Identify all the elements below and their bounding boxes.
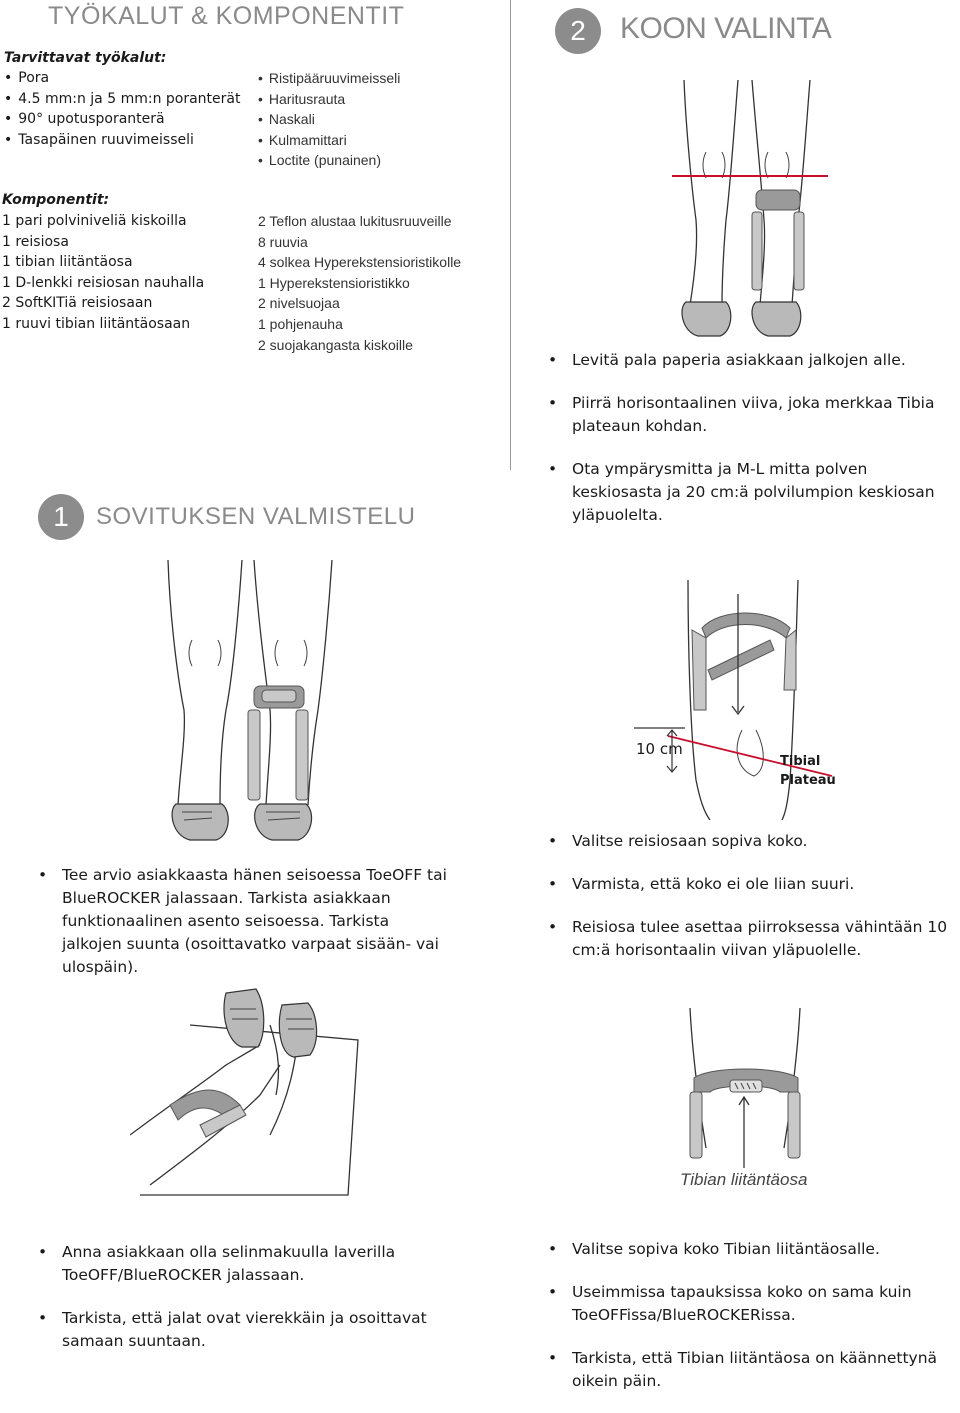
list-item: 1 pari polviniveliä kiskoilla [2,213,187,229]
tools-list-left [4,68,240,150]
list-item: • Ristipääruuvimeisseli [258,68,400,89]
components-list-left [2,211,204,334]
section2-bullets-c [538,1238,960,1413]
list-item: 2 suojakangasta kiskoille [258,336,413,353]
list-item: 2 nivelsuojaa [258,295,340,312]
list-item: • 90° upotusporanterä [4,109,240,130]
list-item: • Piirrä horisontaalinen viiva, joka merkkaa Tibia plateaun kohdan. [538,392,960,438]
section2-bullets-b [538,830,960,982]
list-item: • Loctite (punainen) [258,150,400,171]
list-item: 1 reisiosa [2,233,69,250]
tools-list-right [258,68,400,171]
list-item: • Tarkista, että jalat ovat vierekkäin ja osoittavat samaan suuntaan. [28,1307,448,1353]
list-item: • Reisiosa tulee asettaa piirroksessa vähintään 10 cm:ä horisontaalin viivan yläpuolelle. [538,916,960,962]
list-item: • Pora [4,68,240,89]
list-item: 1 pohjenauha [258,315,343,332]
list-item: • Haritusrauta [258,89,400,110]
list-item: 4 solkea Hyperekstensioristikolle [258,254,462,271]
standing-legs-illustration [150,560,350,850]
list-item: • Kulmamittari [258,130,400,151]
list-item: 1 Hyperekstensioristikko [258,274,410,291]
list-item: 1 ruuvi tibian liitäntäosaan [2,315,191,332]
section2-title: KOON VALINTA [620,12,832,45]
section1-number-badge: 1 [38,494,84,540]
tools-needed-label: Tarvittavat työkalut: [4,50,167,66]
measurement-label: 10 cm [636,740,683,758]
tibia-attachment-caption: Tibian liitäntäosa [680,1170,808,1189]
section1-bullets-a [28,864,448,999]
list-item: • Tarkista, että Tibian liitäntäosa on käännettynä oikein päin. [538,1347,960,1393]
list-item: 2 SoftKITiä reisiosaan [2,295,153,311]
column-divider [510,0,511,470]
tibial-label-line2: Plateau [780,773,836,788]
tibial-label-line1: Tibial [780,754,821,769]
list-item: • Varmista, että koko ei ole liian suuri. [538,873,960,896]
list-item: • Anna asiakkaan olla selinmakuulla laverilla ToeOFF/BlueROCKER jalassaan. [28,1241,448,1287]
list-item: • Levitä pala paperia asiakkaan jalkojen alle. [538,349,960,372]
components-label: Komponentit: [2,192,110,208]
section1-bullets-b [28,1241,448,1373]
list-item: • 4.5 mm:n ja 5 mm:n poranterät [4,89,240,110]
list-item: 1 D-lenkki reisiosan nauhalla [2,274,205,291]
tibia-attachment-illustration [680,1008,830,1168]
list-item: 1 tibian liitäntäosa [2,254,133,270]
list-item: • Valitse sopiva koko Tibian liitäntäosalle. [538,1238,960,1261]
components-list-right [258,211,461,355]
list-item: • Valitse reisiosaan sopiva koko. [538,830,960,853]
list-item: • Tasapäinen ruuvimeisseli [4,130,240,151]
section1-title: SOVITUKSEN VALMISTELU [96,503,416,530]
list-item: • Naskali [258,109,400,130]
list-item: • Ota ympärysmitta ja M-L mitta polven keskiosasta ja 20 cm:ä polvilumpion keskiosan yläpuolelta. [538,458,960,527]
section2-number-badge: 2 [555,8,601,54]
list-item: 8 ruuvia [258,233,308,250]
lying-patient-illustration [130,985,370,1205]
tools-heading: TYÖKALUT & KOMPONENTIT [48,2,405,30]
tibial-line-legs-illustration [660,80,830,340]
list-item: • Useimmissa tapauksissa koko on sama kuin ToeOFFissa/BlueROCKERissa. [538,1281,960,1327]
list-item: • Tee arvio asiakkaasta hänen seisoessa ToeOFF tai BlueROCKER jalassaan. Tarkista asiakkaan funktionaalinen asento seisoessa. Tarkista jalkojen suunta (osoittavatko varpaat sisään- vai ulospäin). [28,864,448,979]
section2-bullets-a [538,349,960,547]
list-item: 2 Teflon alustaa lukitusruuveille [258,213,452,229]
